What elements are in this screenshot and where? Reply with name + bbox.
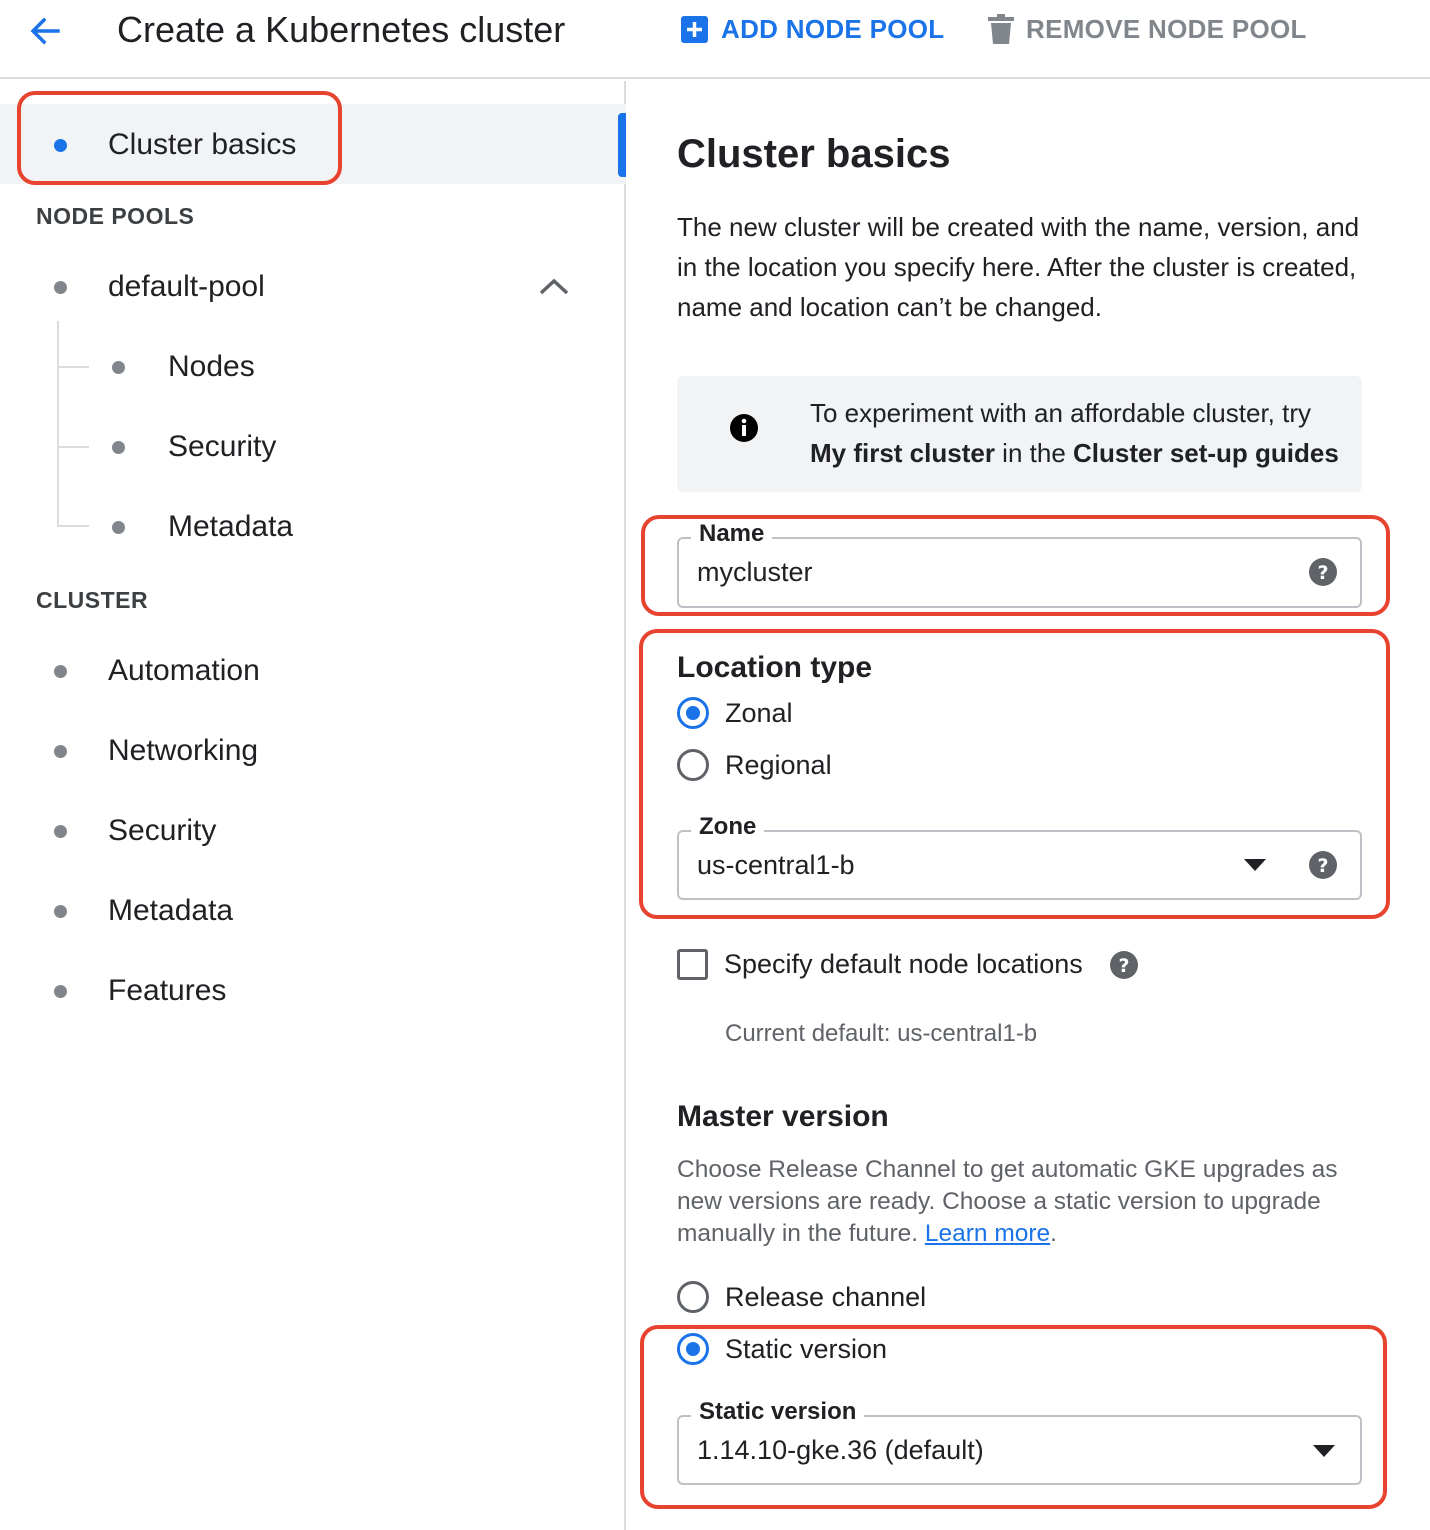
remove-node-pool-button[interactable] <box>988 12 1307 46</box>
static-version-field-value: 1.14.10-gke.36 (default) <box>697 1435 984 1465</box>
sidebar-item-label: Networking <box>108 734 259 767</box>
bullet-dot <box>54 825 67 838</box>
tree-branch <box>57 446 89 448</box>
sidebar-item-label: Security <box>168 430 277 463</box>
info-banner <box>677 376 1362 492</box>
info-icon <box>729 413 759 443</box>
master-version-description <box>677 1154 1377 1250</box>
sidebar-item-label: Nodes <box>168 350 255 383</box>
sidebar-item-label: Security <box>108 814 217 847</box>
sidebar-item-metadata[interactable] <box>50 891 233 931</box>
help-icon[interactable] <box>1109 950 1139 980</box>
add-node-pool-label: ADD NODE POOL <box>721 13 945 44</box>
svg-text:?: ? <box>1317 855 1329 877</box>
zone-field-value: us-central1-b <box>697 850 855 880</box>
master-version-desc-text: Choose Release Channel to get automatic GKE upgrades as new versions are ready. Choose a static version to upgrade manually in the future. <box>677 1156 1338 1247</box>
sidebar-item-pool-metadata[interactable] <box>110 507 293 547</box>
sidebar-item-label: Automation <box>108 654 260 687</box>
active-indicator <box>618 113 626 177</box>
zone-field-label: Zone <box>691 813 764 841</box>
svg-text:?: ? <box>1317 562 1329 584</box>
sidebar-item-label: Cluster basics <box>108 128 297 161</box>
setup-guides-link[interactable]: Cluster set-up guides <box>1073 438 1339 468</box>
current-default-text: Current default: us-central1-b <box>725 1020 1038 1047</box>
bullet-dot <box>112 441 125 454</box>
info-text <box>810 393 1339 473</box>
tree-line <box>57 321 59 526</box>
default-node-locations-label: Specify default node locations <box>724 949 1083 979</box>
static-version-label: Static version <box>725 1333 888 1364</box>
svg-text:?: ? <box>1118 954 1130 977</box>
add-box-icon <box>681 16 708 43</box>
bullet-dot <box>54 281 67 294</box>
top-header <box>0 0 1430 79</box>
bullet-dot <box>54 745 67 758</box>
sidebar-item-default-pool[interactable] <box>50 267 265 307</box>
bullet-dot <box>54 985 67 998</box>
my-first-cluster-link[interactable]: My first cluster <box>810 438 995 468</box>
regional-label: Regional <box>725 749 832 780</box>
node-pools-heading: NODE POOLS <box>36 203 195 229</box>
zonal-label: Zonal <box>725 697 793 728</box>
radio-unselected-icon <box>677 1281 709 1313</box>
chevron-up-icon[interactable] <box>535 273 573 299</box>
info-connector: in the <box>994 438 1074 468</box>
release-channel-label: Release channel <box>725 1281 927 1312</box>
bullet-dot <box>54 665 67 678</box>
default-node-locations-row <box>677 949 1139 980</box>
learn-more-link[interactable]: Learn more <box>924 1220 1051 1247</box>
remove-node-pool-label: REMOVE NODE POOL <box>1026 13 1307 44</box>
bullet-dot <box>112 361 125 374</box>
add-node-pool-button[interactable] <box>681 12 944 46</box>
trash-icon <box>988 14 1014 44</box>
highlight-static-version <box>640 1325 1387 1509</box>
page-title: Create a Kubernetes cluster <box>117 9 566 50</box>
bullet-dot <box>54 905 67 918</box>
static-version-field-label: Static version <box>691 1398 864 1426</box>
section-title: Cluster basics <box>677 132 951 176</box>
sidebar-item-networking[interactable] <box>50 731 258 771</box>
name-field-label: Name <box>691 520 772 548</box>
sidebar-item-label: default-pool <box>108 270 265 303</box>
sidebar-item-pool-security[interactable] <box>110 427 276 467</box>
tree-branch <box>57 366 89 368</box>
master-version-title: Master version <box>677 1100 889 1133</box>
back-arrow-icon[interactable] <box>24 10 66 52</box>
sidebar-item-nodes[interactable] <box>110 347 255 387</box>
sidebar-item-label: Metadata <box>108 894 234 927</box>
info-line-2 <box>810 433 1339 473</box>
location-type-title: Location type <box>677 651 873 684</box>
highlight-cluster-basics <box>17 91 342 185</box>
tree-branch <box>57 525 89 527</box>
intro-text: The new cluster will be created with the name, version, and in the location you specify here. After the cluster is created, name and location can’t be changed. <box>677 212 1360 322</box>
cluster-heading: CLUSTER <box>36 587 149 613</box>
sidebar-item-automation[interactable] <box>50 651 260 691</box>
highlight-location-section <box>639 629 1390 919</box>
sidebar-item-features[interactable] <box>50 971 226 1011</box>
sidebar-nav <box>0 81 626 1530</box>
default-node-locations-checkbox[interactable] <box>677 949 708 980</box>
bullet-dot <box>112 521 125 534</box>
sidebar-item-label: Features <box>108 974 227 1007</box>
name-field-value: mycluster <box>697 557 813 587</box>
desc-period: . <box>1050 1220 1057 1247</box>
sidebar-item-label: Metadata <box>168 510 294 543</box>
info-line-1: To experiment with an affordable cluster, try <box>810 398 1311 428</box>
highlight-name-field <box>641 515 1390 616</box>
sidebar-item-security[interactable] <box>50 811 216 851</box>
release-channel-radio[interactable] <box>677 1281 926 1313</box>
